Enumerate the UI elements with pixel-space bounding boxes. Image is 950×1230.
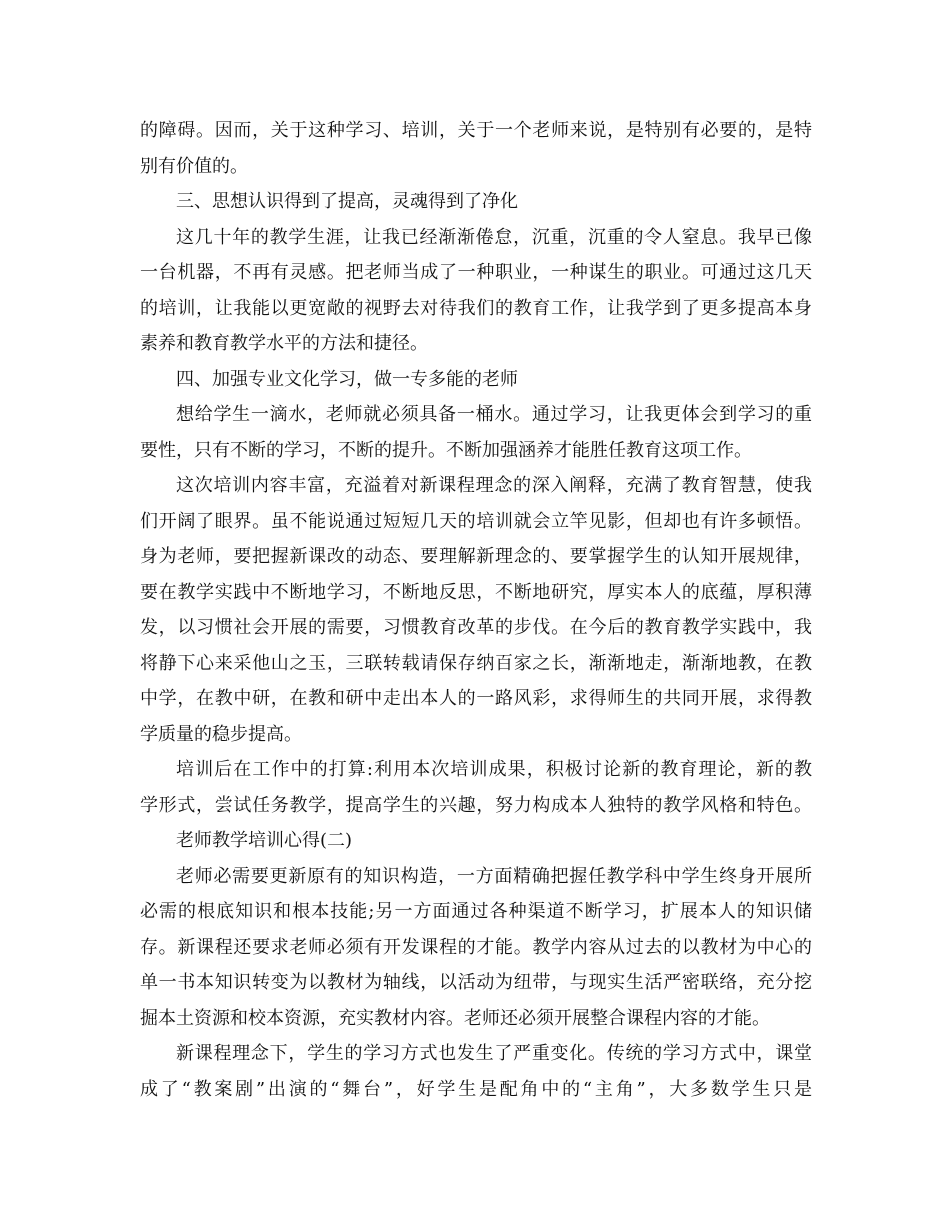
text-line: 必需的根底知识和根本技能;另一方面通过各种渠道不断学习，扩展本人的知识储	[140, 901, 812, 922]
text-line: 素养和教育教学水平的方法和捷径。	[140, 333, 428, 354]
text-line: 学形式，尝试任务教学，提高学生的兴趣，努力构成本人独特的教学风格和特色。	[140, 794, 812, 816]
text-line: 想给学生一滴水，老师就必须具备一桶水。通过学习，让我更体会到学习的重	[176, 404, 812, 425]
text-line: 老师教学培训心得(二)	[176, 830, 353, 851]
text-line: 别有价值的。	[140, 155, 248, 177]
text-line: 单一书本知识转变为以教材为轴线，以活动为纽带，与现实生活严密联络，充分挖	[140, 972, 812, 993]
text-line: 四、加强专业文化学习，做一专多能的老师	[176, 368, 518, 390]
text-line: 掘本土资源和校本资源，充实教材内容。老师还必须开展整合课程内容的才能。	[140, 1007, 770, 1029]
text-line: 这几十年的教学生涯，让我已经渐渐倦怠，沉重，沉重的令人窒息。我早已像	[176, 226, 812, 248]
text-line: 成了“教案剧”出演的“舞台”，好学生是配角中的“主角”，大多数学生只是	[140, 1078, 812, 1100]
text-line: 学质量的稳步提高。	[140, 723, 302, 745]
text-line: 培训后在工作中的打算:利用本次培训成果，积极讨论新的教育理论，新的教	[176, 759, 812, 780]
text-line: 新课程理念下，学生的学习方式也发生了严重变化。传统的学习方式中，课堂	[176, 1043, 812, 1064]
text-line: 的培训，让我能以更宽敞的视野去对待我们的教育工作，让我学到了更多提高本身	[140, 297, 812, 319]
text-line: 这次培训内容丰富，充溢着对新课程理念的深入阐释，充满了教育智慧，使我	[176, 475, 812, 496]
document-body	[140, 113, 812, 1107]
text-line: 要性，只有不断的学习，不断的提升。不断加强涵养才能胜任教育这项工作。	[140, 439, 752, 461]
text-line: 们开阔了眼界。虽不能说通过短短几天的培训就会立竿见影，但却也有许多顿悟。	[140, 510, 812, 532]
text-line: 要在教学实践中不断地学习，不断地反思，不断地研究，厚实本人的底蕴，厚积薄	[140, 581, 812, 603]
text-line: 一台机器，不再有灵感。把老师当成了一种职业，一种谋生的职业。可通过这几天	[140, 262, 812, 283]
text-line: 老师必需要更新原有的知识构造，一方面精确把握任教学科中学生终身开展所	[176, 865, 812, 887]
text-line: 发，以习惯社会开展的需要，习惯教育改革的步伐。在今后的教育教学实践中，我	[140, 617, 812, 638]
text-line: 三、思想认识得到了提高，灵魂得到了净化	[176, 191, 518, 212]
text-line: 中学，在教中研，在教和研中走出本人的一路风彩，求得师生的共同开展，求得教	[140, 688, 812, 709]
text-line: 将静下心来采他山之玉，三联转载请保存纳百家之长，渐渐地走，渐渐地教，在教	[140, 652, 812, 674]
text-line: 的障碍。因而，关于这种学习、培训，关于一个老师来说，是特别有必要的，是特	[140, 120, 812, 141]
text-line: 身为老师，要把握新课改的动态、要理解新理念的、要掌握学生的认知开展规律，	[140, 546, 812, 567]
text-line: 存。新课程还要求老师必须有开发课程的才能。教学内容从过去的以教材为中心的	[140, 936, 812, 958]
